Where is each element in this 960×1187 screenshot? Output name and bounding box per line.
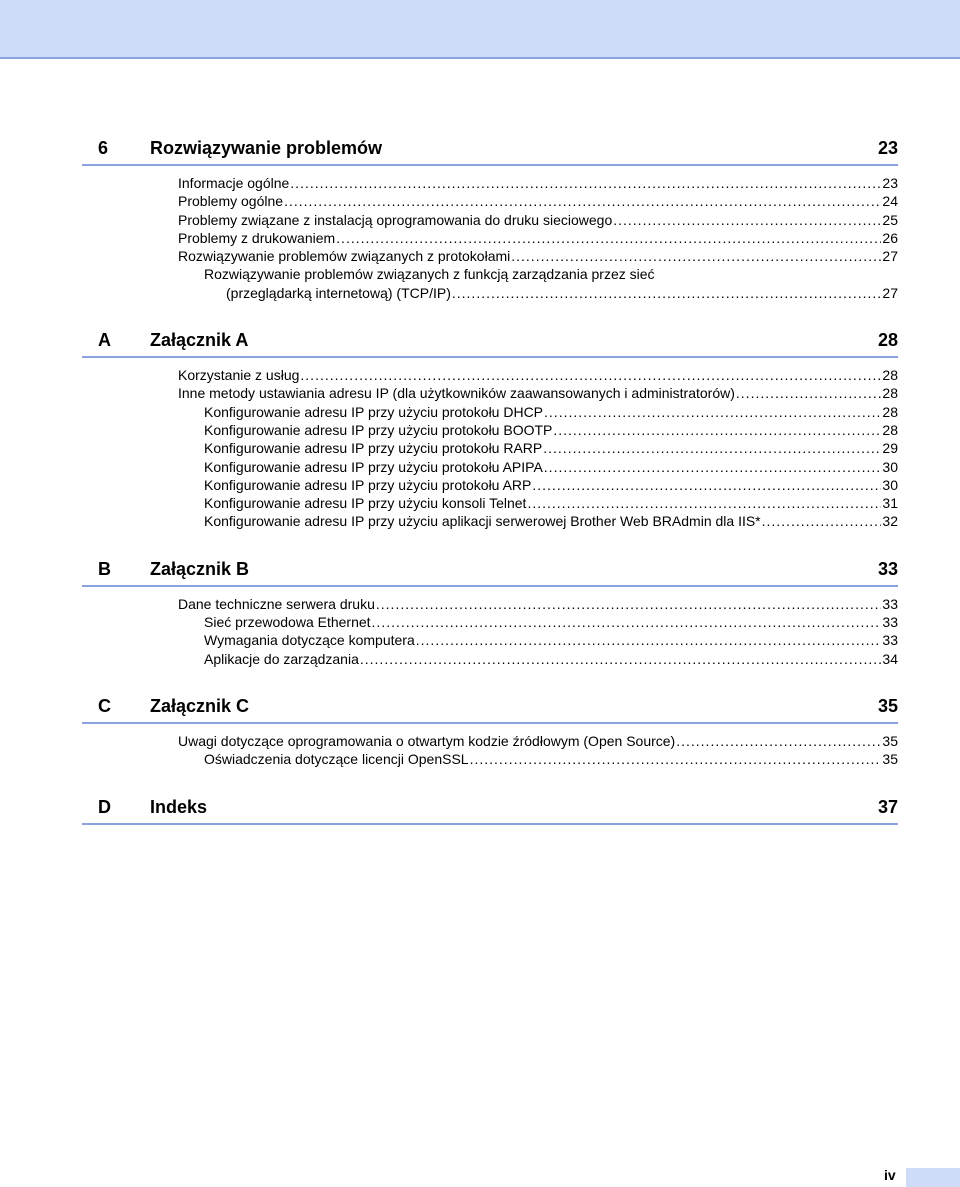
chapter-title: Załącznik A bbox=[150, 330, 249, 351]
chapter-number: D bbox=[98, 796, 111, 817]
toc-entry-page: 28 bbox=[882, 385, 898, 402]
chapter-a-entries bbox=[82, 358, 898, 531]
toc-entry-label: Informacje ogólne bbox=[178, 175, 290, 191]
toc-entry-page: 28 bbox=[882, 367, 898, 384]
leader-dots bbox=[300, 366, 881, 384]
toc-entry-page: 35 bbox=[882, 732, 898, 749]
leader-dots bbox=[736, 384, 882, 402]
leader-dots bbox=[511, 247, 881, 265]
toc-entry-page: 29 bbox=[882, 440, 898, 457]
leader-dots bbox=[544, 403, 881, 421]
leader-dots bbox=[470, 750, 882, 768]
toc-entry-page: 30 bbox=[882, 476, 898, 493]
toc-entry-label: Konfigurowanie adresu IP przy użyciu protokołu DHCP bbox=[204, 403, 544, 420]
toc-entry-page: 25 bbox=[882, 211, 898, 228]
toc-entry[interactable] bbox=[204, 458, 898, 476]
chapter-page: 23 bbox=[877, 138, 898, 158]
toc-entry-page: 32 bbox=[882, 513, 898, 530]
chapter-6-entries bbox=[82, 166, 898, 302]
chapter-a-heading[interactable] bbox=[82, 322, 898, 358]
toc-entry-label: Inne metody ustawiania adresu IP (dla użytkowników zaawansowanych i administratorów) bbox=[178, 385, 735, 402]
toc-entry[interactable] bbox=[204, 494, 898, 512]
chapter-number: C bbox=[98, 695, 111, 716]
toc-entry-page: 35 bbox=[882, 751, 898, 768]
toc-entry-page: 28 bbox=[882, 403, 898, 420]
toc-entry[interactable] bbox=[204, 512, 898, 530]
toc-entry-label: Konfigurowanie adresu IP przy użyciu protokołu ARP bbox=[204, 476, 532, 493]
chapter-c-heading[interactable] bbox=[82, 688, 898, 724]
toc-entry[interactable] bbox=[204, 439, 898, 457]
chapter-number: B bbox=[98, 558, 111, 579]
leader-dots bbox=[553, 421, 881, 439]
toc-entry-label: Wymagania dotyczące komputera bbox=[204, 632, 415, 649]
toc-entry-label: Uwagi dotyczące oprogramowania o otwartym kodzie źródłowym (Open Source) bbox=[178, 732, 676, 749]
chapter-b-entries bbox=[82, 587, 898, 668]
leader-dots bbox=[372, 613, 882, 631]
chapter-page: 33 bbox=[877, 558, 898, 579]
toc-entry-page: 33 bbox=[882, 614, 898, 631]
toc-entry[interactable] bbox=[178, 192, 898, 210]
toc-entry[interactable] bbox=[178, 174, 898, 192]
toc-entry-label: Korzystanie z usług bbox=[178, 367, 300, 384]
toc-entry-page: 24 bbox=[882, 193, 898, 210]
footer-band bbox=[906, 1168, 960, 1187]
toc-entry[interactable] bbox=[204, 403, 898, 421]
chapter-page: 37 bbox=[877, 796, 898, 817]
toc-entry-page: 27 bbox=[882, 284, 898, 301]
leader-dots bbox=[527, 494, 881, 512]
toc-entry-label: Konfigurowanie adresu IP przy użyciu konsoli Telnet bbox=[204, 495, 527, 512]
toc-entry-label: Konfigurowanie adresu IP przy użyciu protokołu RARP bbox=[204, 440, 543, 457]
toc-entry[interactable] bbox=[178, 247, 898, 265]
toc-entry-label: Problemy związane z instalacją oprogramowania do druku sieciowego bbox=[178, 211, 613, 228]
toc-entry[interactable] bbox=[204, 421, 898, 439]
toc-entry-wrapped-line1[interactable]: Rozwiązywanie problemów związanych z funkcją zarządzania przez sieć bbox=[204, 266, 655, 283]
toc-entry[interactable] bbox=[178, 384, 898, 402]
leader-dots bbox=[360, 650, 882, 668]
toc-entry-label: Aplikacje do zarządzania bbox=[204, 650, 359, 667]
toc-entry-page: 27 bbox=[882, 248, 898, 265]
toc-entry-label: Konfigurowanie adresu IP przy użyciu aplikacji serwerowej Brother Web BRAdmin dla IIS* bbox=[204, 513, 761, 530]
chapter-title: Indeks bbox=[150, 796, 208, 817]
toc-entry[interactable] bbox=[204, 750, 898, 768]
chapter-b-heading[interactable] bbox=[82, 551, 898, 587]
header-band bbox=[0, 0, 960, 59]
leader-dots bbox=[544, 458, 882, 476]
toc-entry-label: Dane techniczne serwera druku bbox=[178, 595, 375, 612]
leader-dots bbox=[532, 476, 881, 494]
toc-entry[interactable] bbox=[178, 595, 898, 613]
leader-dots bbox=[290, 174, 881, 192]
toc-entry[interactable] bbox=[178, 229, 898, 247]
toc-entry-page: 30 bbox=[882, 458, 898, 475]
chapter-number: A bbox=[98, 330, 111, 351]
chapter-6-heading[interactable] bbox=[82, 130, 898, 166]
toc-entry-label: Sieć przewodowa Ethernet bbox=[204, 614, 371, 631]
toc-entry[interactable] bbox=[204, 631, 898, 649]
toc-entry-page: 33 bbox=[882, 595, 898, 612]
toc-entry-label: Oświadczenia dotyczące licencji OpenSSL bbox=[204, 751, 469, 768]
leader-dots bbox=[416, 631, 882, 649]
leader-dots bbox=[543, 439, 881, 457]
leader-dots bbox=[613, 211, 881, 229]
chapter-title: Załącznik C bbox=[150, 695, 250, 716]
toc-entry-label: Konfigurowanie adresu IP przy użyciu protokołu BOOTP bbox=[204, 421, 553, 438]
chapter-page: 35 bbox=[877, 695, 898, 716]
toc-entry-page: 33 bbox=[882, 632, 898, 649]
toc-entry-page: 23 bbox=[882, 175, 898, 191]
chapter-page: 28 bbox=[877, 330, 898, 351]
toc-entry[interactable] bbox=[226, 284, 898, 302]
leader-dots bbox=[452, 284, 882, 302]
toc-entry-label: Konfigurowanie adresu IP przy użyciu protokołu APIPA bbox=[204, 458, 543, 475]
toc-entry[interactable] bbox=[178, 366, 898, 384]
toc-entry-page: 31 bbox=[882, 495, 898, 512]
toc-entry[interactable] bbox=[178, 211, 898, 229]
toc-entry-page: 34 bbox=[882, 650, 898, 667]
leader-dots bbox=[376, 595, 882, 613]
table-of-contents bbox=[82, 130, 898, 825]
leader-dots bbox=[762, 512, 882, 530]
chapter-number: 6 bbox=[98, 138, 109, 158]
toc-entry[interactable] bbox=[204, 650, 898, 668]
leader-dots bbox=[336, 229, 881, 247]
chapter-d-heading[interactable] bbox=[82, 789, 898, 825]
toc-entry[interactable] bbox=[178, 732, 898, 750]
toc-entry[interactable] bbox=[204, 613, 898, 631]
chapter-title: Rozwiązywanie problemów bbox=[150, 138, 383, 158]
toc-entry-label: Rozwiązywanie problemów związanych z protokołami bbox=[178, 248, 511, 265]
toc-entry-page: 28 bbox=[882, 421, 898, 438]
toc-entry-label: (przeglądarką internetową) (TCP/IP) bbox=[226, 284, 451, 301]
leader-dots bbox=[676, 732, 881, 750]
chapter-c-entries bbox=[82, 724, 898, 769]
toc-entry-label: Problemy z drukowaniem bbox=[178, 229, 336, 246]
toc-entry-label: Problemy ogólne bbox=[178, 193, 284, 210]
toc-entry[interactable] bbox=[204, 476, 898, 494]
leader-dots bbox=[284, 192, 881, 210]
page-number: iv bbox=[884, 1167, 896, 1183]
chapter-title: Załącznik B bbox=[150, 558, 250, 579]
toc-entry-page: 26 bbox=[882, 229, 898, 246]
